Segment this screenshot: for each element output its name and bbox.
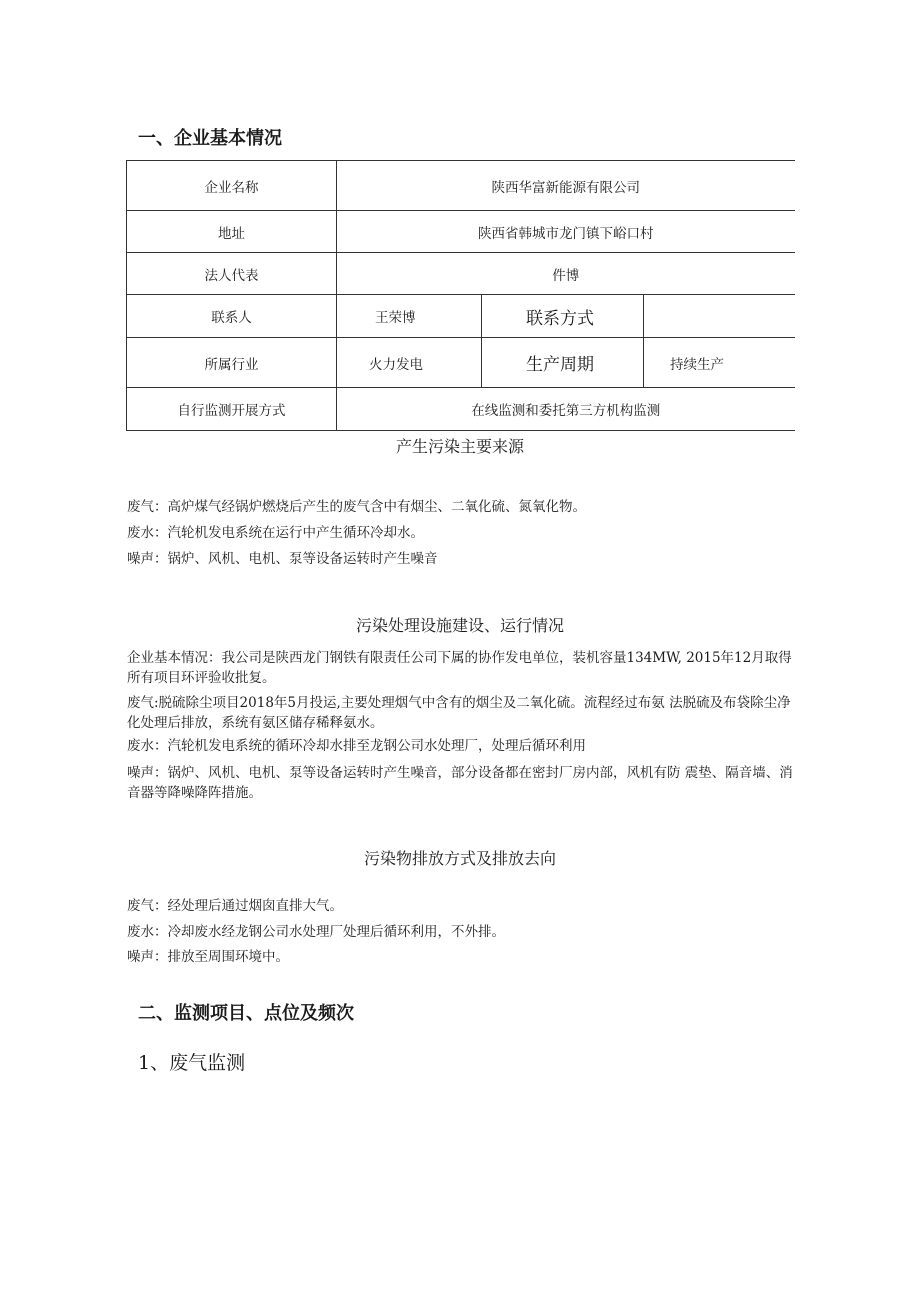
table-row — [127, 295, 795, 338]
subsection1-title: 1、废气监测 — [138, 1052, 246, 1074]
monitoring-value: 在线监测和委托第三方机构监测 — [337, 388, 795, 431]
section2-title: 二、监测项目、点位及频次 — [138, 1003, 354, 1024]
pollution-sources-water: 废水：汽轮机发电系统在运行中产生循环冷却水。 — [127, 525, 424, 541]
pollution-sources-noise: 噪声：锅炉、风机、电机、泵等设备运转时产生噪音 — [127, 551, 438, 567]
discharge-gas: 废气：经处理后通过烟囱直排大气。 — [127, 898, 343, 914]
discharge-noise: 噪声：排放至周围环境中。 — [127, 949, 289, 965]
table-row — [127, 161, 795, 211]
table-row — [127, 211, 795, 253]
company-name-label: 企业名称 — [127, 161, 337, 211]
section1-title: 一、企业基本情况 — [138, 128, 282, 149]
facilities-title: 污染处理设施建设、运行情况 — [355, 616, 564, 635]
facilities-noise: 噪声：锅炉、风机、电机、泵等设备运转时产生噪音，部分设备都在密封厂房内部，风机有防 震垫、隔音墙、消音器等降噪降阵措施。 — [127, 765, 793, 801]
cycle-value: 持续生产 — [644, 338, 795, 388]
contact-value: 王荣博 — [337, 295, 482, 338]
address-value: 陕西省韩城市龙门镇下峪口村 — [337, 211, 795, 253]
cycle-label: 生产周期 — [482, 338, 644, 388]
facilities-basic: 企业基本情况：我公司是陕西龙门钢铁有限责任公司下属的协作发电单位，装机容量134MW, 2015年12月取得所有项目环评验收批复。 — [127, 650, 792, 686]
discharge-water: 废水：冷却废水经龙钢公司水处理厂处理后循环利用，不外排。 — [127, 924, 505, 940]
monitoring-label: 自行监测开展方式 — [127, 388, 337, 431]
contact-method-label: 联系方式 — [482, 295, 644, 338]
facilities-gas: 废气:脱硫除尘项目2018年5月投运,主要处理烟气中含有的烟尘及二氧化硫。流程经过布氨 法脱硫及布袋除尘净化处理后排放，系统有氨区储存稀释氨水。 — [127, 695, 791, 731]
industry-label: 所属行业 — [127, 338, 337, 388]
facilities-water: 废水：汽轮机发电系统的循环冷却水排至龙钢公司水处理厂，处理后循环利用 — [127, 738, 586, 754]
company-info-table — [126, 160, 795, 431]
contact-method-value — [644, 295, 795, 338]
table-row — [127, 253, 795, 295]
legal-rep-value: 件博 — [337, 253, 795, 295]
industry-value: 火力发电 — [337, 338, 482, 388]
address-label: 地址 — [127, 211, 337, 253]
table-row — [127, 338, 795, 388]
pollution-sources-gas: 废气：高炉煤气经锅炉燃烧后产生的废气含中有烟尘、二氧化硫、氮氧化物。 — [127, 499, 586, 515]
company-name-value: 陕西华富新能源有限公司 — [337, 161, 795, 211]
legal-rep-label: 法人代表 — [127, 253, 337, 295]
discharge-title: 污染物排放方式及排放去向 — [363, 849, 556, 868]
contact-label: 联系人 — [127, 295, 337, 338]
pollution-sources-title: 产生污染主要来源 — [395, 437, 524, 456]
table-row — [127, 388, 795, 431]
